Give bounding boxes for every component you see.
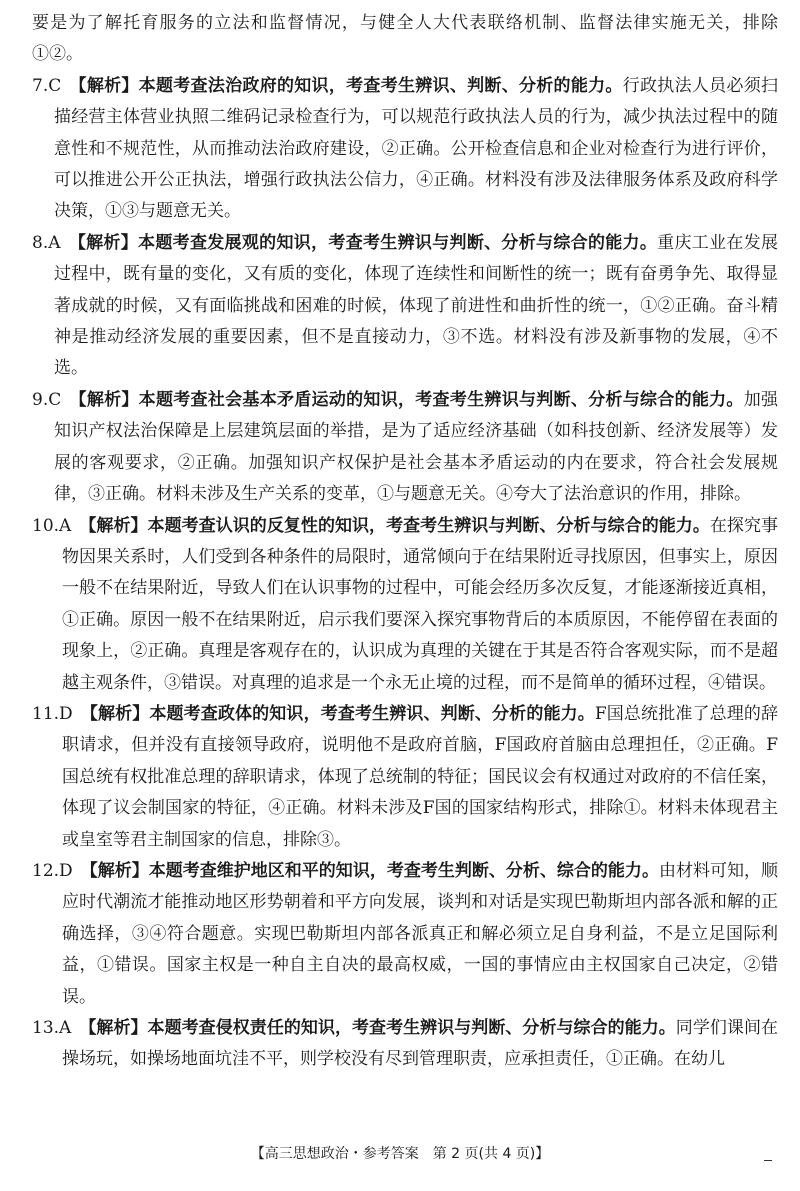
item-analysis-lead: 【解析】本题考查侵权责任的知识，考查考生辨识与判断、分析与综合的能力。 bbox=[79, 1018, 676, 1038]
answer-item-9 bbox=[32, 385, 778, 511]
intro-paragraph: 要是为了解托育服务的立法和监督情况，与健全人大代表联络机制、监督法律实施无关，排除①②。 bbox=[32, 13, 778, 65]
item-number: 13. bbox=[32, 1018, 60, 1038]
item-analysis-lead: 【解析】本题考查社会基本矛盾运动的知识，考查考生辨识与判断、分析与综合的能力。 bbox=[69, 389, 744, 410]
answer-item-11 bbox=[32, 699, 778, 856]
item-analysis-body: 重庆工业在发展过程中，既有量的变化，又有质的变化，体现了连续性和间断性的统一；既有奋勇争先、取得显著成就的时候，又有面临挑战和困难的时候，体现了前进性和曲折性的统一，①②正确。奋斗精神是推动经济发展的重要因素，但不是直接动力，③不选。材料没有涉及新事物的发展，④不选。 bbox=[54, 232, 778, 379]
item-answer: D bbox=[59, 703, 73, 724]
item-answer: A bbox=[59, 1018, 72, 1038]
item-answer: C bbox=[48, 389, 62, 410]
item-answer: A bbox=[59, 515, 72, 536]
answer-item-10 bbox=[32, 511, 778, 699]
item-analysis-lead: 【解析】本题考查认识的反复性的知识，考查考生辨识与判断、分析与综合的能力。 bbox=[79, 515, 710, 536]
item-number: 7. bbox=[32, 75, 49, 96]
item-analysis-lead: 【解析】本题考查发展观的知识，考查考生辨识与判断、分析与综合的能力。 bbox=[68, 232, 658, 253]
item-number: 9. bbox=[32, 389, 49, 410]
answer-document bbox=[32, 8, 778, 1076]
item-number: 12. bbox=[32, 860, 60, 881]
item-analysis-body: 由材料可知，顺应时代潮流才能推动地区形势朝着和平方向发展，谈判和对话是实现巴勒斯坦内部各派和解的正确选择，③④符合题意。实现巴勒斯坦内部各派真正和解必须立足自身利益，不是立足国际利益，①错误。国家主权是一种自主自决的最高权威，一国的事情应由主权国家自己决定，②错误。 bbox=[62, 860, 778, 1007]
corner-mark bbox=[764, 1160, 772, 1161]
item-answer: D bbox=[59, 860, 73, 881]
item-analysis-body: 行政执法人员必须扫描经营主体营业执照二维码记录检查行为，可以规范行政执法人员的行为，减少执法过程中的随意性和不规范性，从而推动法治政府建设，②正确。公开检查信息和企业对检查行为进行评价，可以推进公开公正执法，增强行政执法公信力，④正确。材料没有涉及法律服务体系及政府科学决策，①③与题意无关。 bbox=[54, 75, 779, 222]
item-number: 8. bbox=[32, 232, 49, 253]
answer-item-12 bbox=[32, 856, 778, 1013]
answer-item-13 bbox=[32, 1013, 778, 1076]
answer-item-7 bbox=[32, 71, 778, 228]
item-analysis-body: 在探究事物因果关系时，人们受到各种条件的局限时，通常倾向于在结果附近寻找原因，但事实上，原因一般不在结果附近，导致人们在认识事物的过程中，可能会经历多次反复，才能逐渐接近真相，①正确。原因一般不在结果附近，启示我们要深入探究事物背后的本质原因，不能停留在表面的现象上，②正确。真理是客观存在的，认识成为真理的关键在于其是否符合客观实际，而不是超越主观条件，③错误。对真理的追求是一个永无止境的过程，而不是简单的循环过程，④错误。 bbox=[62, 515, 779, 693]
page-footer: 【高三思想政治・参考答案 第 2 页(共 4 页)】 bbox=[250, 1146, 550, 1162]
item-answer: C bbox=[48, 75, 62, 96]
item-analysis-lead: 【解析】本题考查政体的知识，考查考生辨识、判断、分析的能力。 bbox=[80, 703, 595, 724]
item-analysis-body: F国总统批准了总理的辞职请求，但并没有直接领导政府，说明他不是政府首脑，F国政府首脑由总理担任，②正确。F国总统有权批准总理的辞职请求，体现了总统制的特征；国民议会有权通过对政府的不信任案，体现了议会制国家的特征，④正确。材料未涉及F国的国家结构形式，排除①。材料未体现君主或皇室等君主制国家的信息，排除③。 bbox=[62, 703, 778, 850]
item-answer: A bbox=[48, 232, 61, 253]
item-analysis-body: 同学们课间在操场玩，如操场地面坑洼不平，则学校没有尽到管理职责，应承担责任，①正确。在幼儿 bbox=[62, 1018, 779, 1070]
item-analysis-lead: 【解析】本题考查法治政府的知识，考查考生辨识、判断、分析的能力。 bbox=[69, 75, 623, 96]
answer-item-8 bbox=[32, 228, 778, 385]
item-analysis-body: 加强知识产权法治保障是上层建筑层面的举措，是为了适应经济基础（如科技创新、经济发展等）发展的客观要求，②正确。加强知识产权保护是社会基本矛盾运动的内在要求，符合社会发展规律，③正确。材料未涉及生产关系的变革，①与题意无关。④夸大了法治意识的作用，排除。 bbox=[54, 389, 779, 505]
item-analysis-lead: 【解析】本题考查维护地区和平的知识，考查考生判断、分析、综合的能力。 bbox=[80, 860, 659, 881]
item-number: 11. bbox=[32, 703, 60, 724]
item-number: 10. bbox=[32, 515, 60, 536]
